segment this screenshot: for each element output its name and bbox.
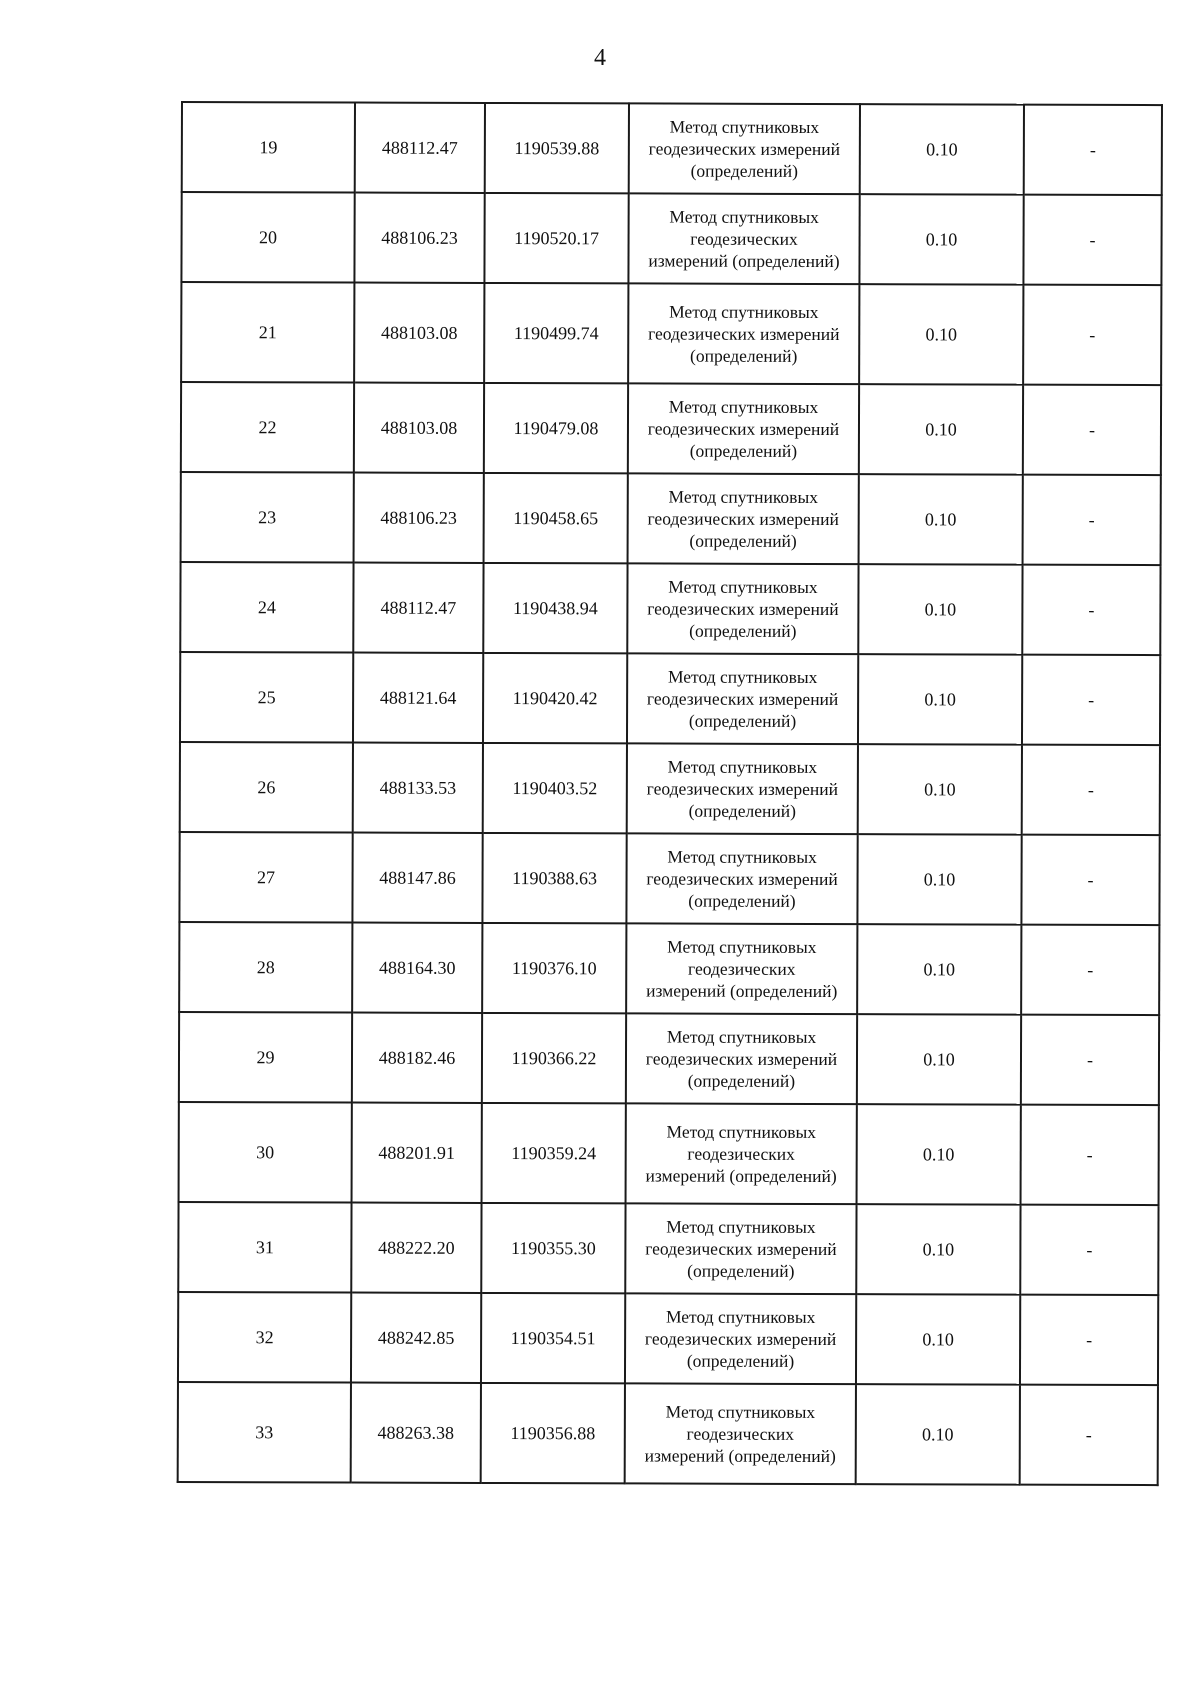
x-coordinate-cell: 488201.91 — [352, 1103, 482, 1203]
point-number-cell: 29 — [179, 1012, 352, 1103]
point-number-cell: 21 — [181, 282, 354, 383]
method-line: Метод спутниковых — [667, 756, 818, 778]
method-line: геодезических измерений — [648, 138, 841, 160]
method-line: Метод спутниковых — [668, 486, 819, 508]
table-row — [179, 832, 1159, 925]
method-line: геодезических измерений — [645, 1048, 838, 1070]
method-cell — [626, 1103, 857, 1204]
note-cell: - — [1020, 1295, 1158, 1385]
x-coordinate-cell: 488112.47 — [355, 103, 485, 193]
note-cell: - — [1023, 195, 1161, 285]
note-cell: - — [1022, 655, 1160, 745]
table-row — [178, 1202, 1158, 1295]
point-number-cell: 33 — [178, 1382, 351, 1483]
x-coordinate-cell: 488147.86 — [352, 833, 482, 923]
method-line: (определений) — [689, 530, 797, 551]
method-line: Метод спутниковых — [667, 936, 817, 958]
method-cell — [629, 103, 860, 194]
method-line: измерений (определений) — [646, 980, 838, 1002]
x-coordinate-cell: 488182.46 — [352, 1013, 482, 1103]
method-cell — [625, 1203, 856, 1294]
point-number-cell: 25 — [180, 652, 353, 743]
table-row — [180, 742, 1160, 835]
method-line: Метод спутниковых — [665, 1306, 816, 1327]
note-cell: - — [1023, 285, 1161, 385]
accuracy-cell: 0.10 — [858, 744, 1022, 835]
method-line: Метод спутниковых — [669, 301, 819, 323]
x-coordinate-cell: 488112.47 — [353, 563, 483, 653]
point-number-cell: 31 — [178, 1202, 351, 1293]
x-coordinate-cell: 488164.30 — [352, 923, 482, 1013]
method-cell — [628, 383, 859, 474]
method-cell — [626, 1013, 857, 1104]
y-coordinate-cell: 1190388.63 — [482, 833, 626, 923]
method-cell — [628, 473, 859, 564]
y-coordinate-cell: 1190479.08 — [484, 383, 628, 473]
method-line: Метод спутниковых — [669, 116, 820, 138]
point-number-cell: 28 — [179, 922, 352, 1013]
y-coordinate-cell: 1190420.42 — [483, 653, 627, 743]
accuracy-cell: 0.10 — [859, 384, 1023, 475]
method-line: (определений) — [687, 1260, 795, 1281]
method-line: Метод спутниковых — [666, 1121, 817, 1142]
accuracy-cell: 0.10 — [858, 564, 1022, 655]
table-row — [181, 282, 1161, 385]
accuracy-cell: 0.10 — [857, 1014, 1021, 1105]
method-line: (определений) — [688, 800, 796, 821]
accuracy-cell: 0.10 — [857, 1104, 1021, 1205]
method-line: геодезических — [687, 958, 796, 979]
method-line: геодезических измерений — [646, 868, 838, 890]
method-line: (определений) — [686, 1350, 795, 1371]
table-row — [182, 102, 1162, 195]
method-line: геодезических — [687, 1143, 795, 1164]
method-line: (определений) — [690, 160, 798, 181]
point-number-cell: 22 — [181, 382, 354, 473]
note-cell: - — [1021, 1015, 1159, 1105]
point-number-cell: 26 — [180, 742, 353, 833]
accuracy-cell: 0.10 — [856, 1384, 1020, 1485]
method-line: измерений (определений) — [648, 250, 840, 272]
method-line: Метод спутниковых — [669, 206, 819, 228]
y-coordinate-cell: 1190376.10 — [482, 923, 626, 1013]
method-line: Метод спутниковых — [668, 576, 818, 598]
x-coordinate-cell: 488103.08 — [354, 383, 484, 473]
method-line: (определений) — [689, 345, 798, 366]
method-cell — [627, 743, 858, 834]
y-coordinate-cell: 1190356.88 — [481, 1383, 625, 1483]
accuracy-cell: 0.10 — [857, 924, 1021, 1015]
table-row — [181, 382, 1161, 475]
point-number-cell: 23 — [181, 472, 354, 563]
x-coordinate-cell: 488222.20 — [351, 1203, 481, 1293]
y-coordinate-cell: 1190359.24 — [482, 1103, 626, 1203]
y-coordinate-cell: 1190520.17 — [484, 193, 628, 283]
method-cell — [625, 1383, 856, 1484]
accuracy-cell: 0.10 — [857, 834, 1021, 925]
method-line: измерений (определений) — [645, 1165, 837, 1187]
method-line: (определений) — [688, 890, 796, 911]
method-line: геодезических измерений — [645, 1238, 837, 1260]
y-coordinate-cell: 1190499.74 — [484, 283, 628, 383]
point-number-cell: 20 — [181, 192, 354, 283]
point-number-cell: 30 — [179, 1102, 352, 1203]
method-line: геодезических измерений — [648, 323, 840, 345]
y-coordinate-cell: 1190438.94 — [483, 563, 627, 653]
note-cell: - — [1020, 1385, 1158, 1485]
method-line: геодезических измерений — [647, 418, 840, 440]
method-cell — [628, 193, 859, 284]
method-line: геодезических — [690, 228, 798, 249]
accuracy-cell: 0.10 — [856, 1204, 1020, 1295]
method-cell — [626, 923, 857, 1014]
note-cell: - — [1021, 1105, 1159, 1205]
method-line: (определений) — [689, 440, 798, 461]
y-coordinate-cell: 1190355.30 — [481, 1203, 625, 1293]
accuracy-cell: 0.10 — [856, 1294, 1020, 1385]
method-line: геодезических измерений — [646, 778, 839, 800]
note-cell: - — [1022, 745, 1160, 835]
method-cell — [628, 283, 859, 384]
note-cell: - — [1021, 925, 1159, 1015]
method-cell — [626, 833, 857, 924]
note-cell: - — [1021, 835, 1159, 925]
point-number-cell: 32 — [178, 1292, 351, 1383]
accuracy-cell: 0.10 — [859, 284, 1023, 385]
note-cell: - — [1020, 1205, 1158, 1295]
point-number-cell: 27 — [179, 832, 352, 923]
note-cell: - — [1022, 565, 1160, 655]
method-cell — [627, 653, 858, 744]
note-cell: - — [1024, 105, 1162, 195]
table-row — [180, 562, 1160, 655]
y-coordinate-cell: 1190366.22 — [482, 1013, 626, 1103]
x-coordinate-cell: 488263.38 — [351, 1383, 481, 1483]
table-row — [178, 1382, 1158, 1485]
accuracy-cell: 0.10 — [859, 474, 1023, 565]
method-line: (определений) — [689, 620, 797, 641]
accuracy-cell: 0.10 — [860, 104, 1024, 195]
table-body — [178, 102, 1162, 1485]
method-line: Метод спутниковых — [666, 1026, 817, 1048]
y-coordinate-cell: 1190458.65 — [484, 473, 628, 563]
method-line: (определений) — [687, 1070, 796, 1091]
x-coordinate-cell: 488133.53 — [353, 743, 483, 833]
method-cell — [625, 1293, 856, 1384]
method-line: Метод спутниковых — [667, 666, 818, 688]
method-line: геодезических измерений — [647, 598, 839, 620]
method-line: измерений (определений) — [644, 1445, 836, 1467]
point-number-cell: 19 — [182, 102, 355, 193]
x-coordinate-cell: 488242.85 — [351, 1293, 481, 1383]
coordinates-table — [177, 101, 1163, 1486]
method-line: (определений) — [688, 710, 797, 731]
method-line: геодезических измерений — [646, 688, 839, 710]
y-coordinate-cell: 1190539.88 — [485, 103, 629, 193]
method-line: Метод спутниковых — [666, 1216, 816, 1237]
method-line: Метод спутниковых — [668, 396, 819, 418]
x-coordinate-cell: 488106.23 — [354, 193, 484, 283]
table-row — [181, 472, 1161, 565]
method-line: Метод спутниковых — [667, 846, 817, 868]
y-coordinate-cell: 1190403.52 — [483, 743, 627, 833]
note-cell: - — [1023, 385, 1161, 475]
point-number-cell: 24 — [180, 562, 353, 653]
table-row — [179, 1012, 1159, 1105]
table-row — [178, 1292, 1158, 1385]
method-line: геодезических — [686, 1423, 795, 1444]
method-line: геодезических измерений — [647, 508, 839, 530]
method-line: Метод спутниковых — [665, 1401, 816, 1422]
accuracy-cell: 0.10 — [858, 654, 1022, 745]
x-coordinate-cell: 488121.64 — [353, 653, 483, 743]
table-row — [180, 652, 1160, 745]
method-line: геодезических измерений — [644, 1328, 837, 1350]
x-coordinate-cell: 488106.23 — [354, 473, 484, 563]
x-coordinate-cell: 488103.08 — [354, 283, 484, 383]
note-cell: - — [1023, 475, 1161, 565]
method-cell — [627, 563, 858, 654]
page-number: 4 — [594, 45, 606, 71]
table-row — [181, 192, 1161, 285]
table-row — [179, 1102, 1159, 1205]
accuracy-cell: 0.10 — [859, 194, 1023, 285]
table-row — [179, 922, 1159, 1015]
y-coordinate-cell: 1190354.51 — [481, 1293, 625, 1383]
